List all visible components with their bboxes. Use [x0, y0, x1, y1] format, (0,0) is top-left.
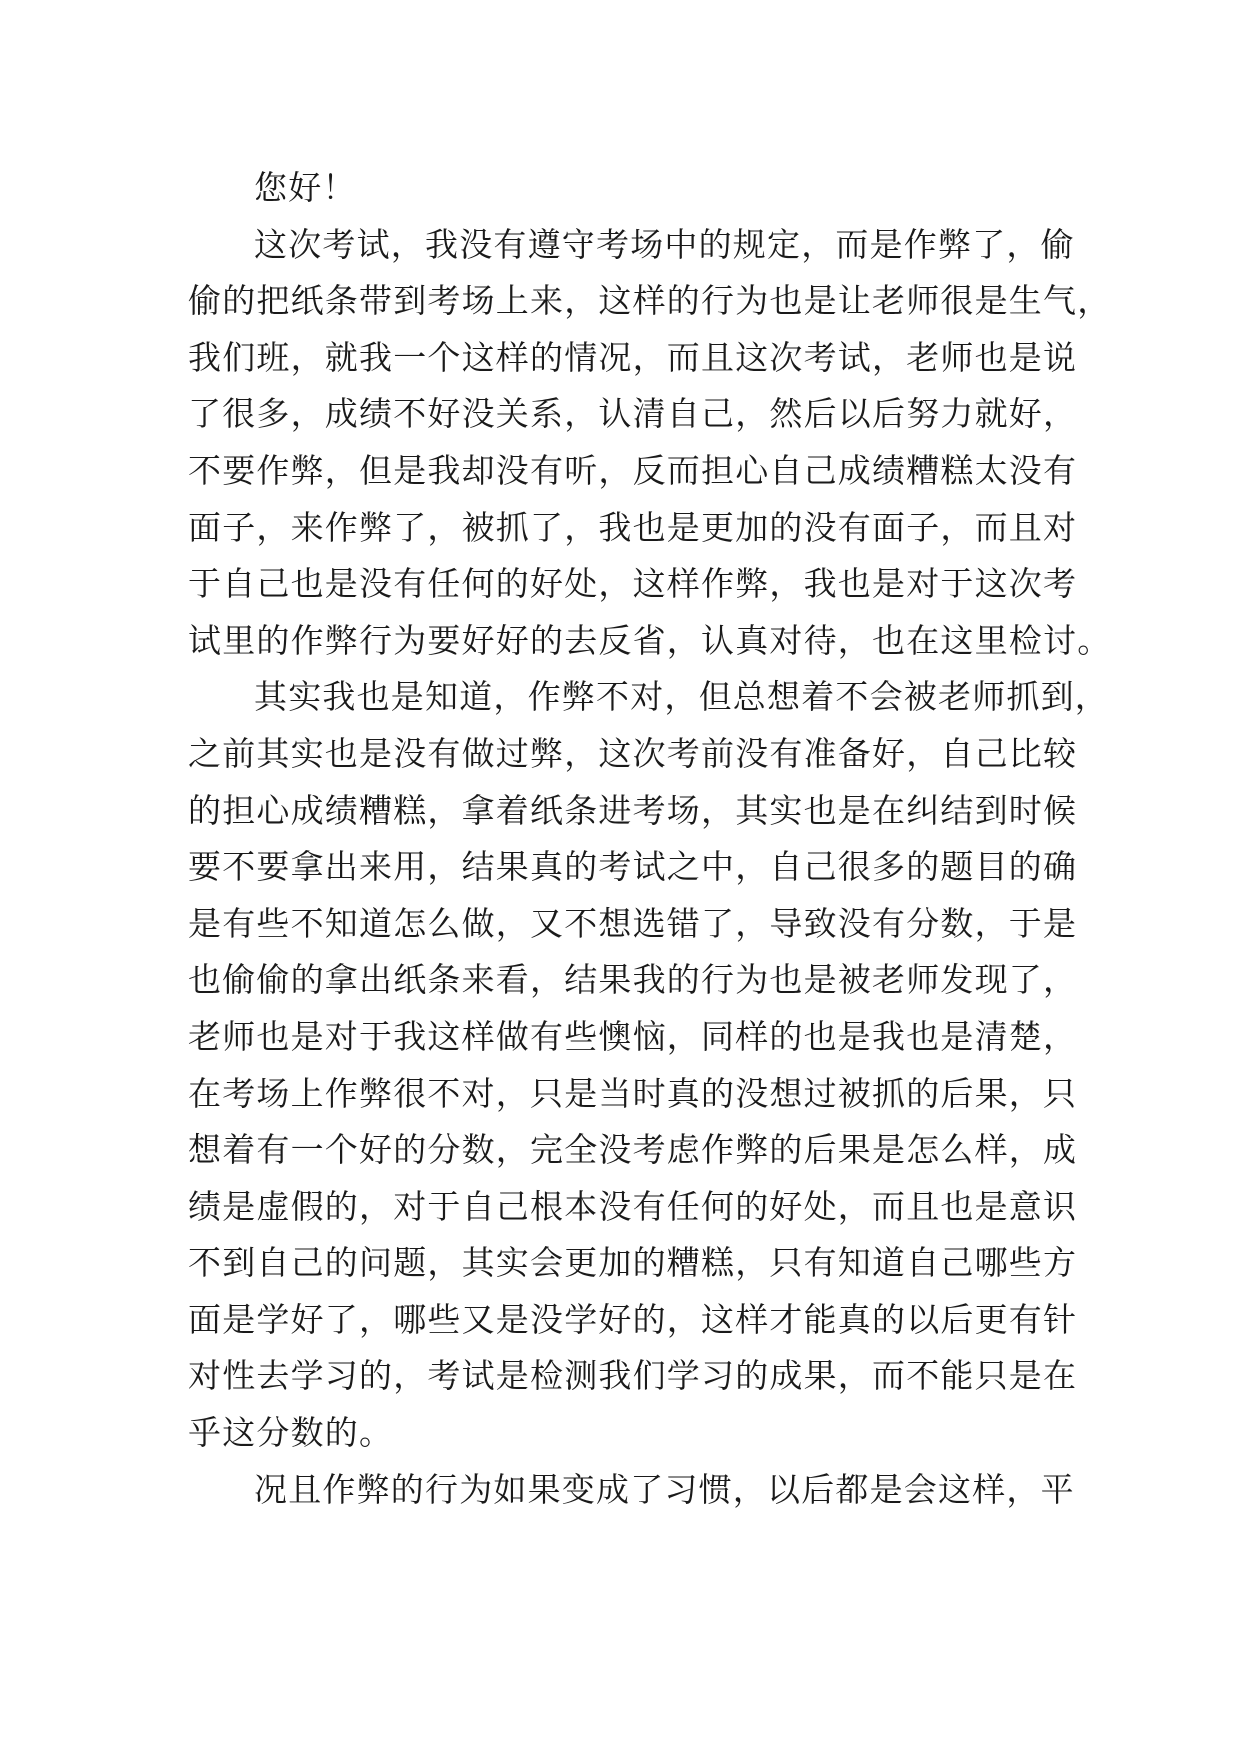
paragraph-2-line-4: 要不要拿出来用，结果真的考试之中，自己很多的题目的确: [188, 847, 1078, 887]
paragraph-2-line-6: 也偷偷的拿出纸条来看，结果我的行为也是被老师发现了，: [188, 960, 1078, 1000]
paragraph-1-line-4: 了很多，成绩不好没关系，认清自己，然后以后努力就好，: [188, 394, 1078, 434]
paragraph-2-line-7: 老师也是对于我这样做有些懊恼，同样的也是我也是清楚，: [188, 1016, 1078, 1056]
paragraph-2-line-2: 之前其实也是没有做过弊，这次考前没有准备好，自己比较: [188, 733, 1078, 773]
paragraph-1-line-5: 不要作弊，但是我却没有听，反而担心自己成绩糟糕太没有: [188, 450, 1078, 490]
paragraph-1-line-7: 于自己也是没有任何的好处，这样作弊，我也是对于这次考: [188, 564, 1078, 604]
paragraph-2-line-5: 是有些不知道怎么做，又不想选错了，导致没有分数，于是: [188, 903, 1078, 943]
paragraph-2-line-10: 绩是虚假的，对于自己根本没有任何的好处，而且也是意识: [188, 1186, 1078, 1226]
letter-body: [188, 160, 1112, 1518]
paragraph-1-line-3: 我们班，就我一个这样的情况，而且这次考试，老师也是说: [188, 337, 1078, 377]
paragraph-2-line-1: 其实我也是知道，作弊不对，但总想着不会被老师抓到，: [254, 677, 1109, 717]
paragraph-1-line-8: 试里的作弊行为要好好的去反省，认真对待，也在这里检讨。: [188, 620, 1112, 660]
paragraph-2-line-9: 想着有一个好的分数，完全没考虑作弊的后果是怎么样，成: [188, 1130, 1078, 1170]
paragraph-2-line-11: 不到自己的问题，其实会更加的糟糕，只有知道自己哪些方: [188, 1243, 1078, 1283]
paragraph-3-line-1: 况且作弊的行为如果变成了习惯，以后都是会这样，平: [254, 1469, 1075, 1509]
paragraph-2-line-3: 的担心成绩糟糕，拿着纸条进考场，其实也是在纠结到时候: [188, 790, 1078, 830]
paragraph-1-line-1: 这次考试，我没有遵守考场中的规定，而是作弊了，偷: [254, 224, 1075, 264]
paragraph-1-line-2: 偷的把纸条带到考场上来，这样的行为也是让老师很是生气，: [188, 281, 1112, 321]
greeting-line: 您好！: [254, 168, 357, 207]
paragraph-2-line-13: 对性去学习的，考试是检测我们学习的成果，而不能只是在: [188, 1356, 1078, 1396]
paragraph-2-line-14: 乎这分数的。: [188, 1413, 394, 1453]
paragraph-2-line-12: 面是学好了，哪些又是没学好的，这样才能真的以后更有针: [188, 1299, 1078, 1339]
paragraph-1-line-6: 面子，来作弊了，被抓了，我也是更加的没有面子，而且对: [188, 507, 1078, 547]
paragraph-2-line-8: 在考场上作弊很不对，只是当时真的没想过被抓的后果，只: [188, 1073, 1078, 1113]
